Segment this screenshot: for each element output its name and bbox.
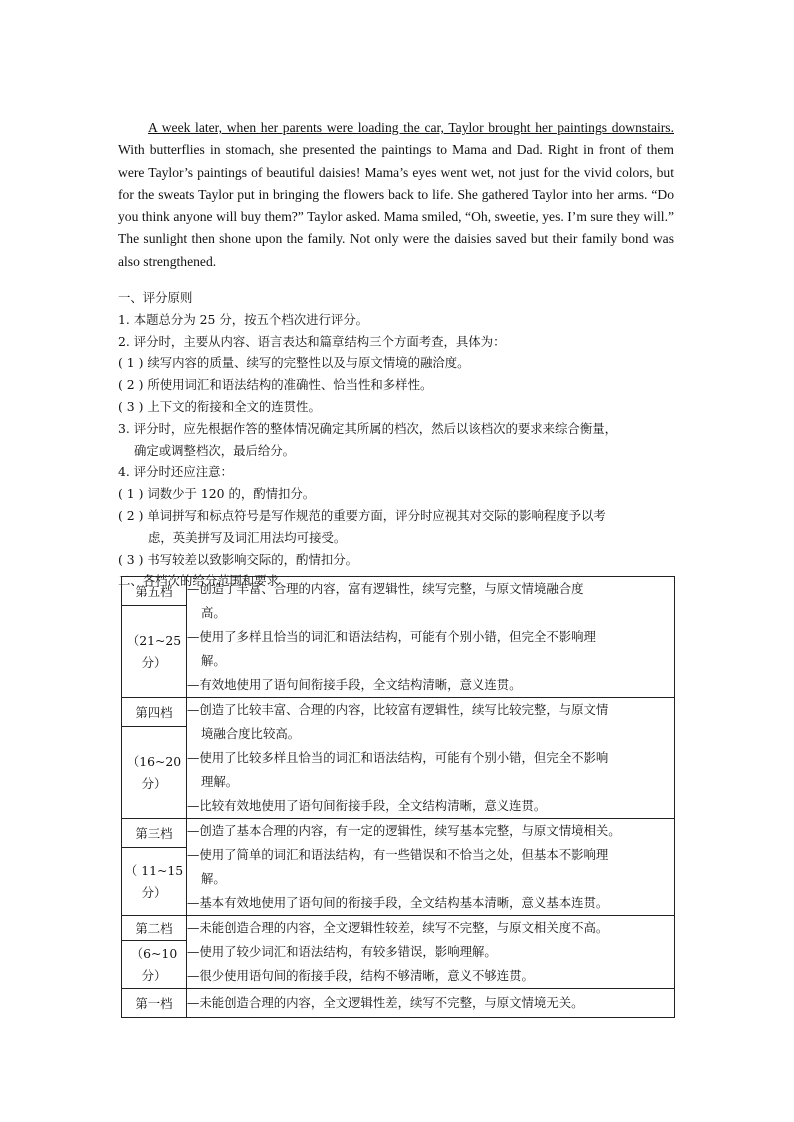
table-row <box>122 577 675 606</box>
rule-4: 4. 评分时还应注意： <box>118 464 233 480</box>
underlined-sentence: A week later, when her parents were loading the car, Taylor brought her paintings downstairs. <box>148 120 674 135</box>
rule-4-item-2: ( 2 ) 单词拼写和标点符号是写作规范的重要方面，评分时应视其对交际的影响程度予以考 <box>118 507 606 523</box>
rule-3: 3. 评分时，应先根据作答的整体情况确定其所属的档次，然后以该档次的要求来综合衡量， <box>118 420 617 436</box>
rule-2: 2. 评分时，主要从内容、语言表达和篇章结构三个方面考查，具体为： <box>118 333 506 349</box>
grade-table <box>121 576 675 1018</box>
section-heading-principles: 一、评分原则 <box>118 290 193 305</box>
story-text: With butterflies in stomach, she presented the paintings to Mama and Dad. Right in front of them were Taylor’s paintings of beautiful daisies! Mama’s eyes went wet, not just for the vivid colors, but for the sweats Taylor put in bringing the flowers back to life. She gathered Taylor into her arms. “Do you think anyone will buy them?” Taylor asked. Mama smiled, “Oh, sweetie, yes. I’m sure they will.” The sunlight then shone upon the family. Not only were the daisies saved but their family bond was also strengthened. <box>118 142 674 269</box>
grade-level: 第二档 <box>122 916 187 941</box>
grade-description: —未能创造合理的内容，全文逻辑性较差，续写不完整，与原文相关度不高。 —使用了较少词汇和语法结构，有较多错误，影响理解。 —很少使用语句间的衔接手段，结构不够清晰，意义不够连贯。 <box>187 916 675 989</box>
grade-description: —未能创造合理的内容，全文逻辑性差，续写不完整，与原文情境无关。 <box>187 989 675 1018</box>
rule-1: 1. 本题总分为 25 分，按五个档次进行评分。 <box>118 311 369 327</box>
rule-2-item-3: ( 3 ) 上下文的衔接和全文的连贯性。 <box>118 398 321 414</box>
table-row <box>122 916 675 941</box>
story-paragraph <box>118 117 674 273</box>
section-heading-grades: 二、各档次的给分范围和要求 <box>118 573 280 589</box>
grade-level: 第三档 <box>122 819 187 848</box>
grade-range: （16~20 分） <box>122 727 187 819</box>
rule-4-item-2-continued: 虑，英美拼写及词汇用法均可接受。 <box>148 529 347 545</box>
table-row <box>122 819 675 848</box>
grade-range: （6~10 分） <box>122 941 187 989</box>
table-row <box>122 989 675 1018</box>
grade-level: 第四档 <box>122 698 187 727</box>
table-row <box>122 698 675 727</box>
rule-2-item-1: ( 1 ) 续写内容的质量、续写的完整性以及与原文情境的融洽度。 <box>118 355 470 371</box>
rule-3-continued: 确定或调整档次，最后给分。 <box>134 442 296 458</box>
rule-2-item-2: ( 2 ) 所使用词汇和语法结构的准确性、恰当性和多样性。 <box>118 377 433 393</box>
rule-4-item-1: ( 1 ) 词数少于 120 的，酌情扣分。 <box>118 486 316 502</box>
grade-description: —创造了丰富、合理的内容，富有逻辑性，续写完整，与原文情境融合度 高。 —使用了多样且恰当的词汇和语法结构，可能有个别小错，但完全不影响理 解。 —有效地使用了语句间衔接手段，全文结构清晰，意义连贯。 <box>187 577 675 698</box>
grade-description: —创造了比较丰富、合理的内容，比较富有逻辑性，续写比较完整，与原文情 境融合度比较高。 —使用了比较多样且恰当的词汇和语法结构，可能有个别小错，但完全不影响 理解。 —比较有效地使用了语句间衔接手段，全文结构清晰，意义连贯。 <box>187 698 675 819</box>
grade-level: 第一档 <box>122 989 187 1018</box>
grade-range: （ 11~15 分） <box>122 848 187 916</box>
rule-4-item-3: ( 3 ) 书写较差以致影响交际的，酌情扣分。 <box>118 551 359 567</box>
grade-level: 第五档 <box>122 577 187 606</box>
grade-description: —创造了基本合理的内容，有一定的逻辑性，续写基本完整，与原文情境相关。 —使用了简单的词汇和语法结构，有一些错误和不恰当之处，但基本不影响理 解。 —基本有效地使用了语句间的衔接手段，全文结构基本清晰，意义基本连贯。 <box>187 819 675 916</box>
grade-range: （21~25 分） <box>122 606 187 698</box>
scoring-principles <box>118 287 674 592</box>
